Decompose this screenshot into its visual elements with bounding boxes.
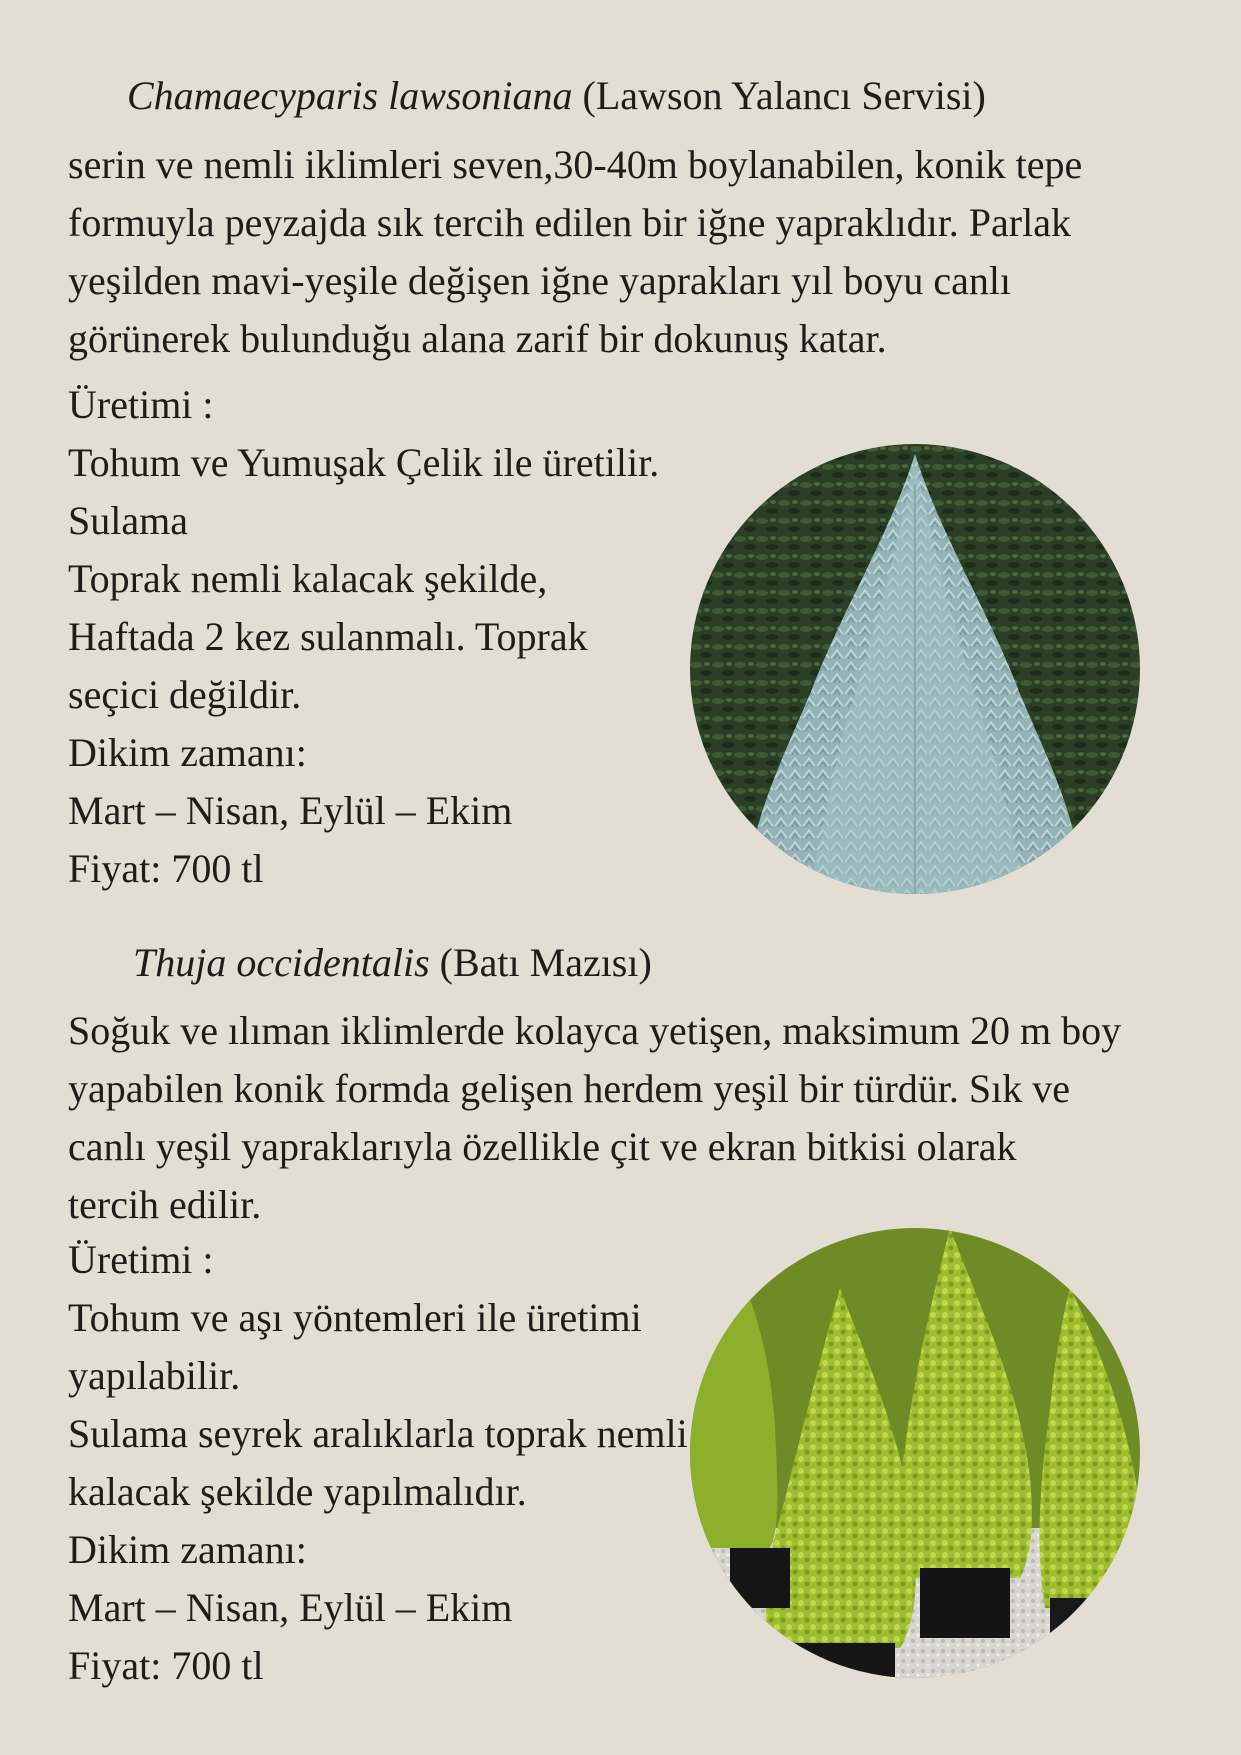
species-description-1 <box>68 136 1082 368</box>
irrigation-heading: Sulama <box>68 498 188 543</box>
species-description-2 <box>68 1002 1121 1234</box>
irrigation-text: kalacak şekilde yapılmalıdır. <box>68 1469 527 1514</box>
production-text: yapılabilir. <box>68 1353 241 1398</box>
production-text: Tohum ve aşı yöntemleri ile üretimi <box>68 1295 642 1340</box>
description-line: yapabilen konik formda gelişen herdem yeşil bir türdür. Sık ve <box>68 1066 1070 1111</box>
description-line: yeşilden mavi-yeşile değişen iğne yaprakları yıl boyu canlı <box>68 258 1012 303</box>
thuja-photo <box>690 1228 1140 1678</box>
production-heading: Üretimi : <box>68 1237 214 1282</box>
description-line: görünerek bulunduğu alana zarif bir dokunuş katar. <box>68 316 887 361</box>
irrigation-text: Sulama seyrek aralıklarla toprak nemli <box>68 1411 688 1456</box>
species-common-name: (Batı Mazısı) <box>439 940 652 985</box>
species-title-2 <box>133 939 652 987</box>
price-text: Fiyat: 700 tl <box>68 1643 264 1688</box>
irrigation-text: Haftada 2 kez sulanmalı. Toprak <box>68 614 588 659</box>
species-details-2 <box>68 1231 688 1695</box>
species-latin-name: Chamaecyparis lawsoniana <box>127 73 573 118</box>
production-text: Tohum ve Yumuşak Çelik ile üretilir. <box>68 440 660 485</box>
planting-time-text: Mart – Nisan, Eylül – Ekim <box>68 1585 513 1630</box>
irrigation-text: seçici değildir. <box>68 672 302 717</box>
planting-time-text: Mart – Nisan, Eylül – Ekim <box>68 788 513 833</box>
description-line: canlı yeşil yapraklarıyla özellikle çit ve ekran bitkisi olarak <box>68 1124 1017 1169</box>
planting-time-heading: Dikim zamanı: <box>68 730 307 775</box>
species-title-1 <box>127 72 986 120</box>
species-common-name: (Lawson Yalancı Servisi) <box>582 73 986 118</box>
production-heading: Üretimi : <box>68 382 214 427</box>
price-text: Fiyat: 700 tl <box>68 846 264 891</box>
description-line: serin ve nemli iklimleri seven,30-40m boylanabilen, konik tepe <box>68 142 1083 187</box>
planting-time-heading: Dikim zamanı: <box>68 1527 307 1572</box>
description-line: formuyla peyzajda sık tercih edilen bir iğne yapraklıdır. Parlak <box>68 200 1071 245</box>
irrigation-text: Toprak nemli kalacak şekilde, <box>68 556 548 601</box>
species-latin-name: Thuja occidentalis <box>133 940 430 985</box>
description-line: Soğuk ve ılıman iklimlerde kolayca yetişen, maksimum 20 m boy <box>68 1008 1122 1053</box>
chamaecyparis-photo <box>690 444 1140 894</box>
species-details-1 <box>68 376 659 898</box>
description-line: tercih edilir. <box>68 1182 262 1227</box>
